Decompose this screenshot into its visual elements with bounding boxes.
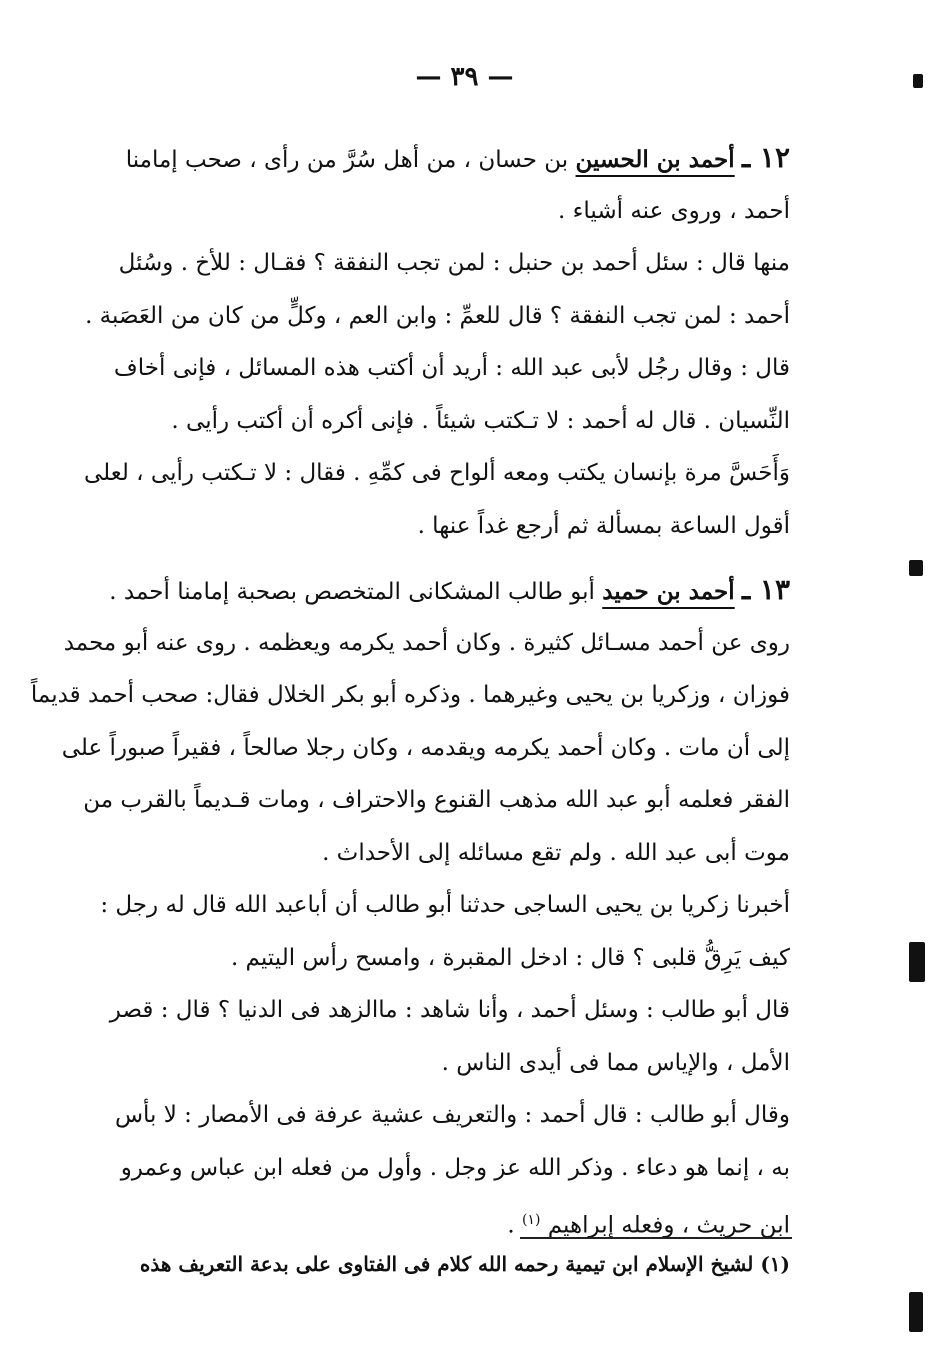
text-line: أحمد : لمن تجب النفقة ؟ قال للعمِّ : وابن العم ، وكلٍّ من كان من العَصَبة . xyxy=(85,302,790,329)
entry-name: أحمد بن حميد xyxy=(602,578,735,605)
scan-mark xyxy=(909,1292,923,1332)
text-line: روى عن أحمد مسـائل كثيرة . وكان أحمد يكرمه ويعظمه . روى عنه أبو محمد xyxy=(63,629,790,656)
text-line: به ، إنما هو دعاء . وذكر الله عز وجل . وأول من فعله ابن عباس وعمرو xyxy=(120,1154,790,1181)
scan-mark xyxy=(909,942,925,982)
text-line: قال أبو طالب : وسئل أحمد ، وأنا شاهد : ماالزهد فى الدنيا ؟ قال : قصر xyxy=(109,997,790,1023)
entry-number: ١٣ ـ xyxy=(741,573,790,606)
text-line: إلى أن مات . وكان أحمد يكرمه ويقدمه ، وكان رجلا صالحاً ، فقيراً صبوراً على xyxy=(61,734,790,761)
footnote-divider xyxy=(520,1237,792,1239)
text-line: قال : وقال رجُل لأبى عبد الله : أريد أن أكتب هذه المسائل ، فإنى أخاف xyxy=(113,355,790,381)
scan-mark xyxy=(909,560,923,576)
entry-13-heading-line xyxy=(109,564,790,617)
text-line: فوزان ، وزكريا بن يحيى وغيرهما . وذكره أبو بكر الخلال فقال: صحب أحمد قديماً xyxy=(30,682,790,708)
scan-mark xyxy=(913,74,923,88)
text-line: موت أبى عبد الله . ولم تقع مسائله إلى الأحداث . xyxy=(322,839,790,866)
text-line: أخبرنا زكريا بن يحيى الساجى حدثنا أبو طالب أن أباعبد الله قال له رجل : xyxy=(100,892,790,918)
text-line: ابن حريث ، وفعله إبراهيم xyxy=(547,1212,790,1239)
text-line: أقول الساعة بمسألة ثم أرجع غداً عنها . xyxy=(417,512,790,539)
footnote-reference: (١) xyxy=(521,1212,541,1228)
text-line: بن حسان ، من أهل سُرَّ من رأى ، صحب إمامنا xyxy=(125,147,569,173)
entry-number: ١٢ ـ xyxy=(741,141,790,174)
text-line: وقال أبو طالب : قال أحمد : والتعريف عشية عرفة فى الأمصار : لا بأس xyxy=(114,1102,790,1128)
footnote: (١) لشيخ الإسلام ابن تيمية رحمه الله كلام فى الفتاوى على بدعة التعريف هذه xyxy=(139,1252,790,1276)
text-line: النِّسيان . قال له أحمد : لا تـكتب شيئاً . فإنى أكره أن أكتب رأيى . xyxy=(171,407,790,434)
text-line: أبو طالب المشكانى المتخصص بصحبة إمامنا أحمد . xyxy=(109,579,595,605)
period: . xyxy=(507,1212,515,1239)
entry-12 xyxy=(83,132,790,552)
text-line: الفقر فعلمه أبو عبد الله مذهب القنوع والاحتراف ، ومات قـديماً بالقرب من xyxy=(83,787,790,813)
text-line: أحمد ، وروى عنه أشياء . xyxy=(557,197,790,224)
entry-13 xyxy=(30,564,790,1247)
text-line: وَأَحَسَّ مرة بإنسان يكتب ومعه ألواح فى كمِّهِ . فقال : لا تـكتب رأيى ، لعلى xyxy=(83,460,790,486)
text-line: الأمل ، والإياس مما فى أيدى الناس . xyxy=(441,1049,790,1076)
entry-name: أحمد بن الحسين xyxy=(575,146,735,173)
page-number: — ٣٩ — xyxy=(415,62,514,92)
entry-12-heading-line xyxy=(125,132,790,185)
text-line: كيف يَرِقُّ قلبى ؟ قال : ادخل المقبرة ، وامسح رأس اليتيم . xyxy=(230,944,790,971)
text-line: منها قال : سئل أحمد بن حنبل : لمن تجب النفقة ؟ فقـال : للأخ . وسُئل xyxy=(118,250,790,276)
